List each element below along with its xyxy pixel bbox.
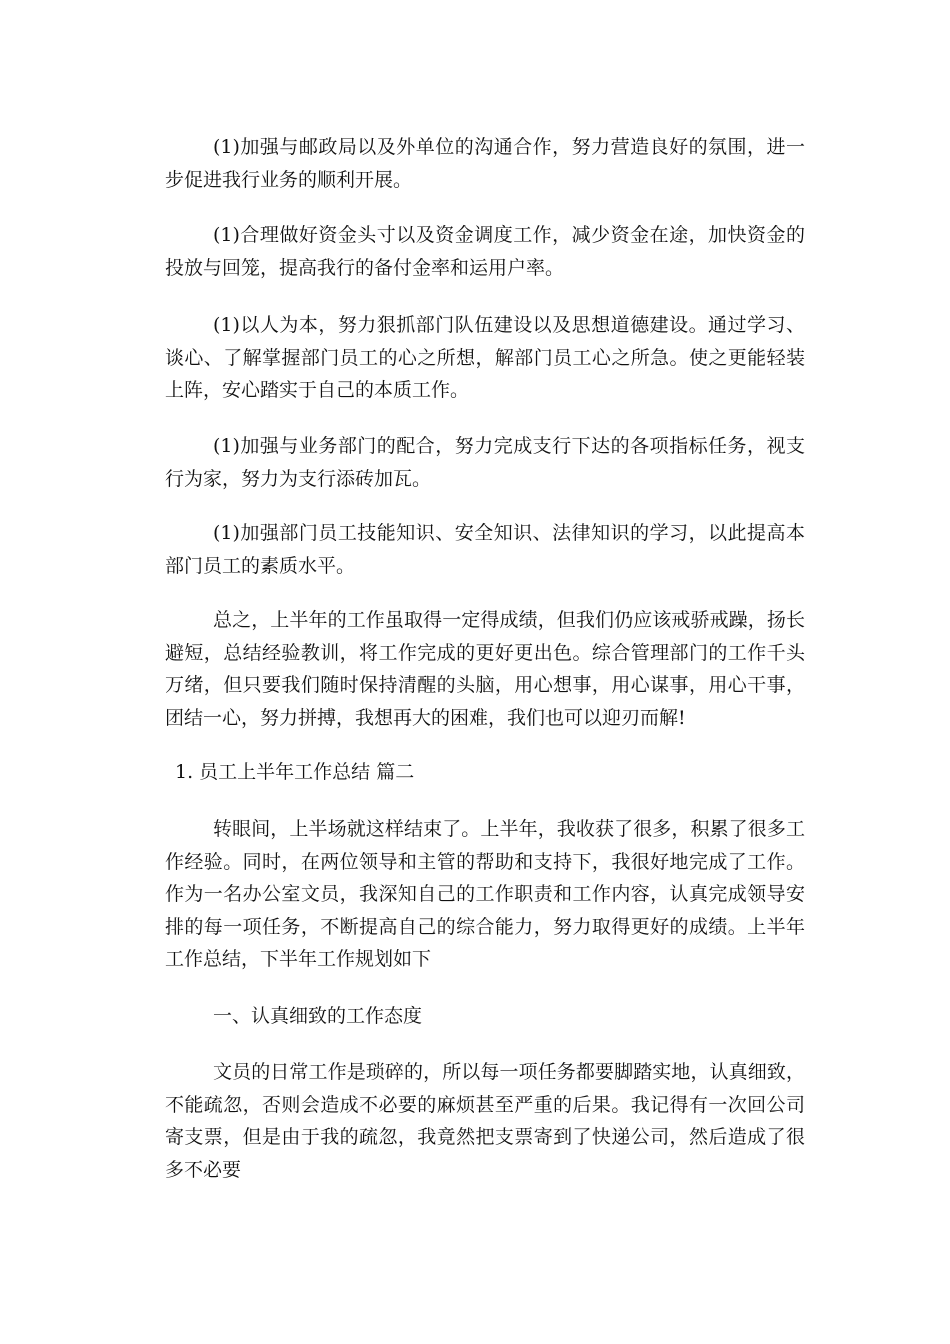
paragraph-4: (1)加强与业务部门的配合，努力完成支行下达的各项指标任务，视支行为家，努力为支行添砖加瓦。 bbox=[165, 435, 805, 490]
paragraph-7: 转眼间，上半场就这样结束了。上半年，我收获了很多，积累了很多工作经验。同时，在两位领导和主管的帮助和支持下，我很好地完成了工作。作为一名办公室文员，我深知自己的工作职责和工作内容，认真完成领导安排的每一项任务，不断提高自己的综合能力，努力取得更好的成绩。上半年工作总结，下半年工作规划如下 bbox=[165, 818, 805, 970]
section-heading-1: 1. 员工上半年工作总结 篇二 bbox=[175, 761, 415, 783]
paragraph-3: (1)以人为本，努力狠抓部门队伍建设以及思想道德建设。通过学习、谈心、了解掌握部门员工的心之所想，解部门员工心之所急。使之更能轻装上阵，安心踏实于自己的本质工作。 bbox=[165, 314, 805, 401]
paragraph-8: 文员的日常工作是琐碎的，所以每一项任务都要脚踏实地，认真细致，不能疏忽，否则会造成不必要的麻烦甚至严重的后果。我记得有一次回公司寄支票，但是由于我的疏忽，我竟然把支票寄到了快递公司，然后造成了很多不必要 bbox=[165, 1061, 805, 1181]
paragraph-2: (1)合理做好资金头寸以及资金调度工作，减少资金在途，加快资金的投放与回笼，提高我行的备付金率和运用户率。 bbox=[165, 224, 805, 279]
section-heading-2: 一、认真细致的工作态度 bbox=[213, 1005, 423, 1027]
paragraph-6: 总之，上半年的工作虽取得一定得成绩，但我们仍应该戒骄戒躁，扬长避短，总结经验教训，将工作完成的更好更出色。综合管理部门的工作千头万绪，但只要我们随时保持清醒的头脑，用心想事，用心谋事，用心干事，团结一心，努力拼搏，我想再大的困难，我们也可以迎刃而解! bbox=[165, 609, 805, 729]
paragraph-1: (1)加强与邮政局以及外单位的沟通合作，努力营造良好的氛围，进一步促进我行业务的顺利开展。 bbox=[165, 136, 805, 191]
paragraph-5: (1)加强部门员工技能知识、安全知识、法律知识的学习，以此提高本部门员工的素质水平。 bbox=[165, 522, 805, 577]
